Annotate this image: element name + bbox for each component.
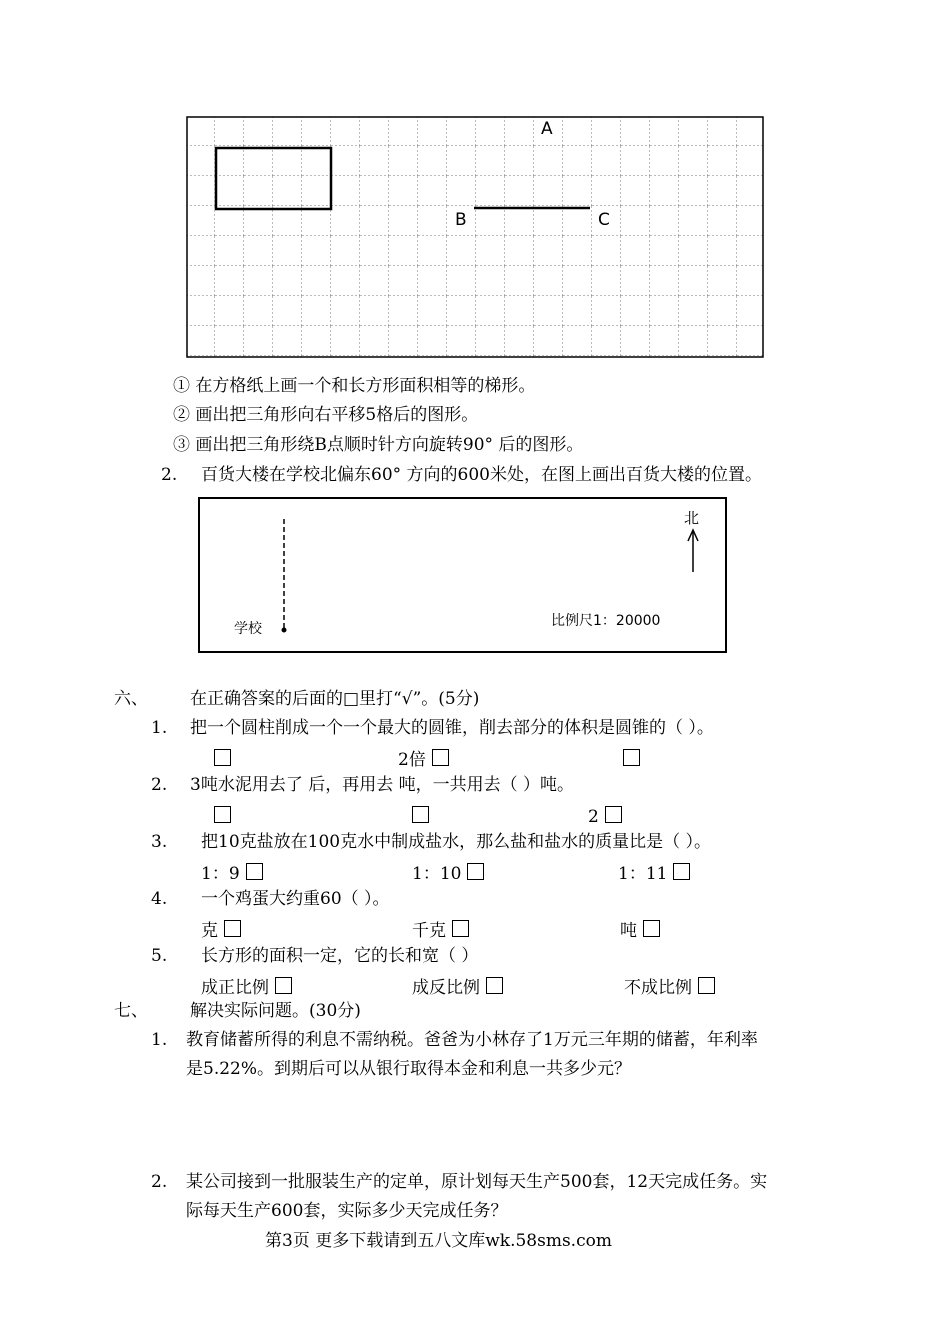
page-footer: 第3页 更多下载请到五八文库wk.58sms.com: [265, 1231, 612, 1251]
q5-2-text: 百货大楼在学校北偏东60° 方向的600米处，在图上画出百货大楼的位置。: [201, 465, 762, 485]
s6-q5-text: 长方形的面积一定，它的长和宽（ ）: [201, 946, 479, 966]
s6-q1-number: 1.: [151, 718, 168, 738]
s6-q2-number: 2.: [151, 775, 168, 795]
s6-q2-option-3[interactable]: 2: [588, 806, 622, 826]
point-a-label: A: [541, 119, 553, 139]
north-label: 北: [684, 509, 700, 527]
s6-q2-option-1[interactable]: [208, 806, 231, 826]
q5-sub3: ③ 画出把三角形绕B点顺时针方向旋转90° 后的图形。: [173, 435, 584, 455]
s6-q1-option-1[interactable]: [208, 749, 231, 769]
s6-q4-option-3[interactable]: 吨: [620, 920, 660, 940]
section7-number: 七、: [114, 1001, 148, 1021]
s7-p2-line1: 某公司接到一批服装生产的定单，原计划每天生产500套，12天完成任务。实: [186, 1172, 768, 1192]
map-figure: [198, 497, 728, 654]
s7-p1-line2: 是5.22%。到期后可以从银行取得本金和利息一共多少元？: [186, 1059, 632, 1079]
s6-q2-text: 3吨水泥用去了 后，再用去 吨，一共用去（ ）吨。: [190, 775, 575, 795]
s6-q3-option-1[interactable]: 1：9: [201, 863, 263, 883]
s6-q5-option-3[interactable]: 不成比例: [624, 977, 715, 997]
s6-q4-option-1[interactable]: 克: [201, 920, 241, 940]
s6-q1-text: 把一个圆柱削成一个一个最大的圆锥，削去部分的体积是圆锥的（ ）。: [190, 718, 714, 738]
scale-label: 比例尺1：20000: [551, 613, 661, 629]
school-point: [282, 628, 287, 633]
s7-p2-line2: 际每天生产600套，实际多少天完成任务？: [186, 1201, 508, 1221]
section7-title: 解决实际问题。(30分): [190, 1001, 361, 1021]
section6-title: 在正确答案的后面的□里打“√”。(5分): [190, 689, 480, 709]
s7-p1-line1: 教育储蓄所得的利息不需纳税。爸爸为小林存了1万元三年期的储蓄，年利率: [186, 1030, 758, 1050]
s7-p2-number: 2.: [151, 1172, 168, 1192]
s6-q5-option-1[interactable]: 成正比例: [201, 977, 292, 997]
s6-q4-option-2[interactable]: 千克: [412, 920, 469, 940]
s6-q4-text: 一个鸡蛋大约重60（ ）。: [201, 889, 390, 909]
point-c-label: C: [598, 210, 610, 230]
s6-q2-option-2[interactable]: [406, 806, 429, 826]
point-b-label: B: [455, 210, 467, 230]
q5-sub2: ② 画出把三角形向右平移5格后的图形。: [173, 405, 479, 425]
s6-q1-option-3[interactable]: [617, 749, 640, 769]
s7-p1-number: 1.: [151, 1030, 168, 1050]
s6-q3-text: 把10克盐放在100克水中制成盐水，那么盐和盐水的质量比是（ ）。: [201, 832, 711, 852]
q5-2-number: 2.: [161, 465, 178, 485]
s6-q1-option-2[interactable]: 2倍: [398, 749, 449, 769]
section6-number: 六、: [114, 689, 148, 709]
s6-q3-option-2[interactable]: 1：10: [412, 863, 484, 883]
grid-figure: [186, 116, 764, 360]
s6-q3-option-3[interactable]: 1：11: [618, 863, 690, 883]
q5-sub1: ① 在方格纸上画一个和长方形面积相等的梯形。: [173, 376, 536, 396]
s6-q4-number: 4.: [151, 889, 168, 909]
s6-q5-option-2[interactable]: 成反比例: [412, 977, 503, 997]
school-label: 学校: [234, 621, 262, 637]
s6-q5-number: 5.: [151, 946, 168, 966]
s6-q3-number: 3.: [151, 832, 168, 852]
